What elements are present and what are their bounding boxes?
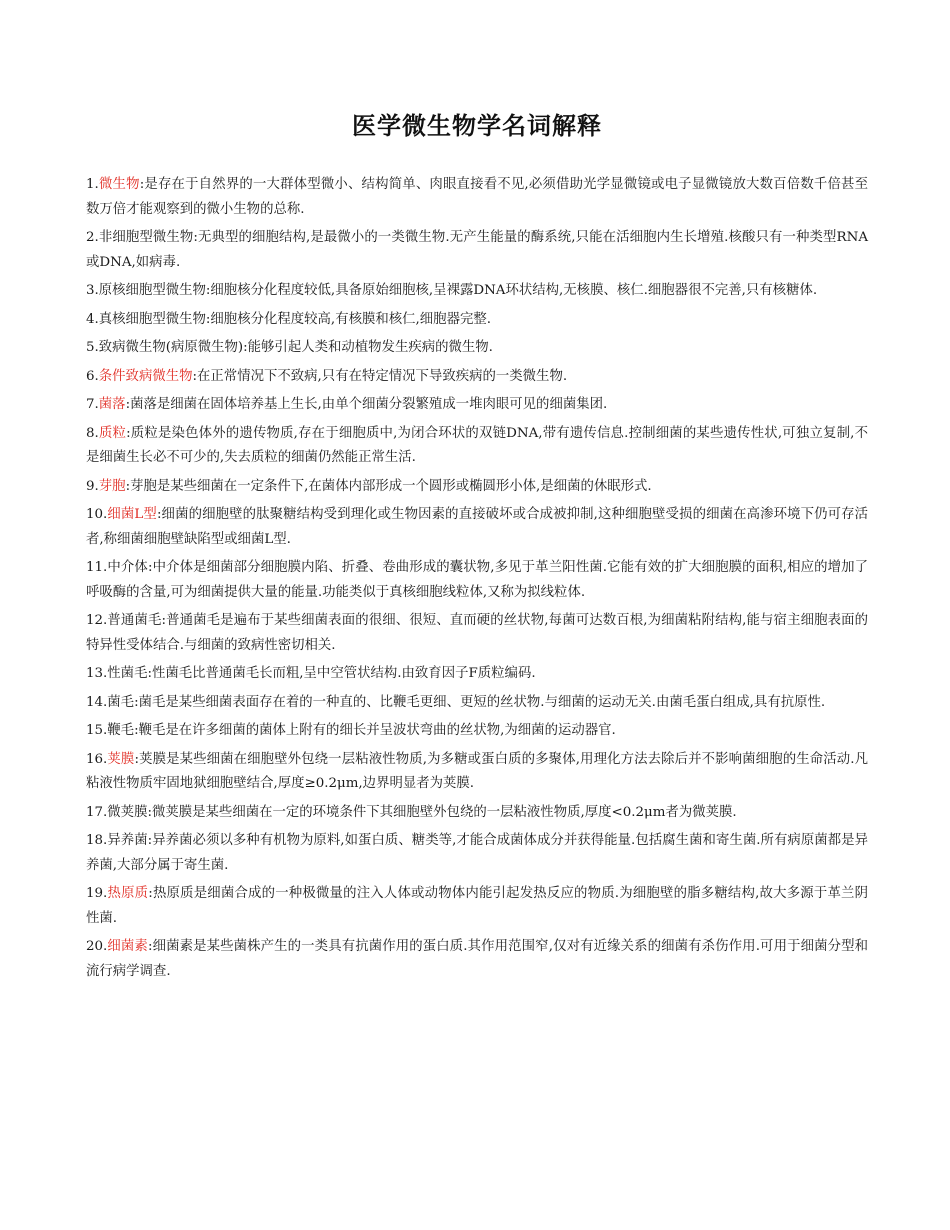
definition-entry <box>86 691 868 716</box>
definition-entry <box>86 556 868 605</box>
entry-term: 致病微生物(病原微生物) <box>98 340 244 355</box>
entry-definition: :热原质是细菌合成的一种极微量的注入人体或动物体内能引起发热反应的物质.为细胞壁的脂多糖结构,故大多源于革兰阴性菌. <box>86 886 868 926</box>
definition-list <box>86 173 868 984</box>
definition-entry <box>86 475 868 500</box>
entry-term: 条件致病微生物 <box>98 368 193 384</box>
entry-term: 普通菌毛 <box>107 613 162 628</box>
entry-definition: :菌落是细菌在固体培养基上生长,由单个细菌分裂繁殖成一堆肉眼可见的细菌集团. <box>125 397 608 412</box>
entry-number: 4. <box>86 311 99 327</box>
entry-term: 性菌毛 <box>107 666 148 681</box>
entry-term: 非细胞型微生物 <box>98 230 194 245</box>
definition-entry <box>86 226 868 275</box>
entry-definition: :中介体是细菌部分细胞膜内陷、折叠、卷曲形成的囊状物,多见于革兰阳性菌.它能有效的扩大细胞膜的面积,相应的增加了呼吸酶的含量,可为细菌提供大量的能量.功能类似于真核细胞线粒体,又称为拟线粒体. <box>86 560 869 600</box>
definition-entry <box>86 829 868 878</box>
entry-number: 5. <box>86 340 99 355</box>
entry-definition: :菌毛是某些细菌表面存在着的一种直的、比鞭毛更细、更短的丝状物.与细菌的运动无关.由菌毛蛋白组成,具有抗原性. <box>134 694 826 710</box>
entry-number: 17. <box>86 804 108 820</box>
entry-term: 异养菌 <box>107 833 148 848</box>
entry-term: 原核细胞型微生物 <box>98 283 206 298</box>
definition-entry <box>86 719 868 744</box>
entry-term: 细菌L型 <box>107 507 157 522</box>
definition-entry <box>86 748 868 797</box>
definition-entry <box>86 365 868 390</box>
entry-number: 18. <box>86 833 108 848</box>
entry-definition: :细菌的细胞壁的肽聚糖结构受到理化或生物因素的直接破坏或合成被抑制,这种细胞壁受损的细菌在高渗环境下仍可存活者,称细菌细胞壁缺陷型或细菌L型. <box>86 507 868 547</box>
entry-definition: :能够引起人类和动植物发生疾病的微生物. <box>243 340 493 355</box>
entry-definition: :细胞核分化程度较低,具备原始细胞核,呈裸露DNA环状结构,无核膜、核仁.细胞器很不完善,只有核糖体. <box>205 283 818 298</box>
entry-definition: :无典型的细胞结构,是最微小的一类微生物.无产生能量的酶系统,只能在活细胞内生长增殖.核酸只有一种类型RNA或DNA,如病毒. <box>86 230 868 270</box>
entry-number: 10. <box>86 507 108 522</box>
entry-term: 鞭毛 <box>107 723 135 738</box>
entry-number: 15. <box>86 723 108 738</box>
entry-term: 微荚膜 <box>107 804 148 820</box>
entry-definition: :是存在于自然界的一大群体型微小、结构简单、肉眼直接看不见,必须借助光学显微镜或电子显微镜放大数百倍数千倍甚至数万倍才能观察到的微小生物的总称. <box>86 177 869 217</box>
entry-term: 微生物 <box>98 177 140 192</box>
definition-entry <box>86 882 868 931</box>
entry-term: 质粒 <box>98 425 127 441</box>
entry-term: 中介体 <box>107 560 148 575</box>
definition-entry <box>86 662 868 687</box>
entry-number: 3. <box>86 283 99 298</box>
entry-definition: :在正常情况下不致病,只有在特定情况下导致疾病的一类微生物. <box>192 368 568 384</box>
entry-number: 20. <box>86 939 108 954</box>
entry-definition: :细菌素是某些菌株产生的一类具有抗菌作用的蛋白质.其作用范围窄,仅对有近缘关系的细菌有杀伤作用.可用于细菌分型和流行病学调查. <box>86 939 869 979</box>
entry-definition: :鞭毛是在许多细菌的菌体上附有的细长并呈波状弯曲的丝状物,为细菌的运动器官. <box>134 723 616 738</box>
entry-term: 细菌素 <box>107 939 148 954</box>
definition-entry <box>86 173 868 222</box>
definition-entry <box>86 336 868 361</box>
entry-definition: :性菌毛比普通菌毛长而粗,呈中空管状结构.由致育因子F质粒编码. <box>147 666 536 681</box>
entry-number: 2. <box>86 230 99 245</box>
entry-definition: :荚膜是某些细菌在细胞壁外包绕一层粘液性物质,为多糖或蛋白质的多聚体,用理化方法去除后并不影响菌细胞的生命活动.凡粘液性物质牢固地狱细胞壁结合,厚度≥0.2μm,边界明显者为荚膜. <box>86 751 869 791</box>
document-page <box>86 100 868 988</box>
entry-definition: :异养菌必须以多种有机物为原料,如蛋白质、糖类等,才能合成菌体成分并获得能量.包括腐生菌和寄生菌.所有病原菌都是异养菌,大部分属于寄生菌. <box>86 833 868 873</box>
definition-entry <box>86 935 868 984</box>
entry-definition: :质粒是染色体外的遗传物质,存在于细胞质中,为闭合环状的双链DNA,带有遗传信息.控制细菌的某些遗传性状,可独立复制,不是细菌生长必不可少的,失去质粒的细菌仍然能正常生活. <box>86 425 868 465</box>
entry-number: 13. <box>86 666 108 681</box>
entry-term: 真核细胞型微生物 <box>98 311 206 327</box>
entry-number: 7. <box>86 397 99 412</box>
entry-number: 11. <box>86 560 108 575</box>
definition-entry <box>86 422 868 471</box>
entry-number: 14. <box>86 694 108 710</box>
entry-term: 热原质 <box>107 886 149 901</box>
entry-number: 19. <box>86 886 108 901</box>
definition-entry <box>86 279 868 304</box>
entry-number: 8. <box>86 425 99 441</box>
definition-entry <box>86 503 868 552</box>
definition-entry <box>86 801 868 826</box>
entry-term: 荚膜 <box>107 751 135 767</box>
entry-number: 16. <box>86 751 108 767</box>
entry-number: 9. <box>86 478 99 494</box>
entry-term: 芽胞 <box>98 478 126 494</box>
entry-definition: :普通菌毛是遍布于某些细菌表面的很细、很短、直而硬的丝状物,每菌可达数百根,为细菌粘附结构,能与宿主细胞表面的特异性受体结合.与细菌的致病性密切相关. <box>86 613 869 653</box>
entry-definition: :细胞核分化程度较高,有核膜和核仁,细胞器完整. <box>205 311 491 327</box>
document-title: 医学微生物学名词解释 <box>352 112 602 140</box>
entry-number: 12. <box>86 613 108 628</box>
definition-entry <box>86 609 868 658</box>
entry-definition: :芽胞是某些细菌在一定条件下,在菌体内部形成一个圆形或椭圆形小体,是细菌的休眠形式. <box>125 478 652 494</box>
entry-term: 菌毛 <box>107 694 135 710</box>
definition-entry <box>86 308 868 333</box>
entry-number: 6. <box>86 368 99 384</box>
entry-definition: :微荚膜是某些细菌在一定的环境条件下其细胞壁外包绕的一层粘液性物质,厚度<0.2μm者为微荚膜. <box>147 804 737 820</box>
definition-entry <box>86 393 868 418</box>
entry-term: 菌落 <box>98 397 126 412</box>
entry-number: 1. <box>86 177 99 192</box>
